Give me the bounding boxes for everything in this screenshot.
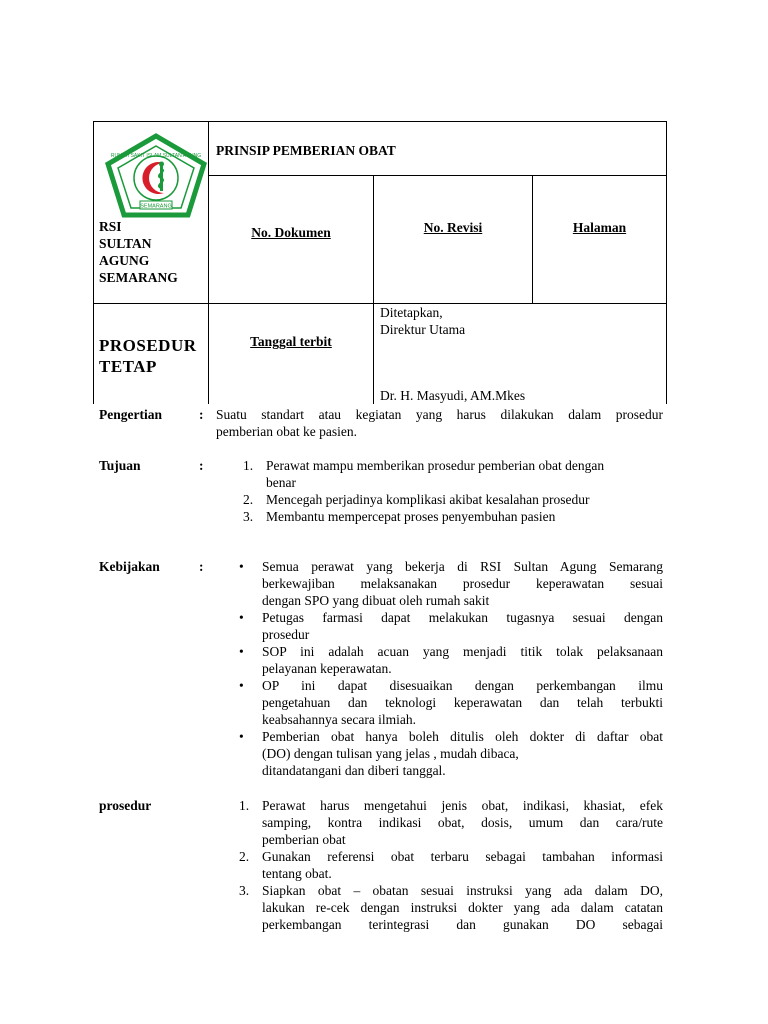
hospital-name — [99, 218, 178, 286]
list-number: 2. — [239, 849, 250, 864]
hospital-name-line: RSI — [99, 219, 122, 234]
list-item — [239, 882, 663, 933]
logo-text-bottom: SEMARANG — [140, 203, 172, 210]
list-line: Mencegah perjadinya komplikasi akibat kesalahan prosedur — [266, 492, 590, 507]
tujuan-colon: : — [199, 458, 204, 473]
list-line: Petugas farmasi dapat melakukan tugasnya sesuai dengan — [262, 610, 663, 625]
pengertian-line: Suatu standart atau kegiatan yang harus dilakukan dalam prosedur — [216, 407, 663, 422]
list-line: pengetahuan dan teknologi keperawatan dan telah terbukti — [262, 695, 663, 710]
page-label: Halaman — [572, 220, 627, 235]
list-line: tentang obat. — [262, 866, 332, 881]
list-line: ditandatangani dan diberi tanggal. — [262, 763, 446, 778]
list-line: perkembangan terintegrasi dan gunakan DO sebagai — [262, 917, 663, 932]
list-line: SOP ini adalah acuan yang menjadi titik tolak pelaksanaan — [262, 644, 663, 659]
bullet-icon: • — [239, 678, 244, 693]
list-item — [243, 491, 663, 508]
list-line: keabsahannya secara ilmiah. — [262, 712, 417, 727]
list-line: Perawat harus mengetahui jenis obat, indikasi, khasiat, efek — [262, 798, 663, 813]
list-line: Gunakan referensi obat terbaru sebagai tambahan informasi — [262, 849, 663, 864]
list-item — [239, 728, 663, 779]
list-line: samping, kontra indikasi obat, dosis, umum dan cara/rute — [262, 815, 663, 830]
prosedur-label: prosedur — [99, 798, 152, 813]
procedure-type-line: PROSEDUR — [99, 336, 197, 355]
list-item — [239, 677, 663, 728]
list-item — [239, 643, 663, 677]
procedure-type — [99, 335, 197, 377]
hospital-name-line: SEMARANG — [99, 270, 178, 285]
list-item — [239, 848, 663, 882]
list-line: lakukan re-cek dengan instruksi dokter yang ada dalam catatan — [262, 900, 663, 915]
pengertian-label: Pengertian — [99, 407, 162, 422]
pengertian-line: pemberian obat ke pasien. — [216, 424, 357, 439]
bullet-icon: • — [239, 729, 244, 744]
pengertian-colon: : — [199, 407, 204, 422]
list-item — [239, 609, 663, 643]
list-number: 3. — [243, 509, 254, 524]
kebijakan-list — [239, 558, 663, 779]
procedure-type-line: TETAP — [99, 357, 157, 376]
revision-label: No. Revisi — [423, 220, 483, 235]
list-line: Pemberian obat hanya boleh ditulis oleh dokter di daftar obat — [262, 729, 663, 744]
list-line: pemberian obat — [262, 832, 346, 847]
kebijakan-label: Kebijakan — [99, 559, 160, 574]
hospital-name-line: SULTAN — [99, 236, 152, 251]
list-line: benar — [266, 475, 296, 490]
list-item — [243, 457, 663, 491]
list-line: Siapkan obat – obatan sesuai instruksi yang ada dalam DO, — [262, 883, 663, 898]
doc-number-label: No. Dokumen — [251, 225, 331, 240]
list-item — [239, 797, 663, 848]
approval-line: Direktur Utama — [380, 322, 466, 337]
approval-line: Ditetapkan, — [380, 305, 443, 320]
tujuan-list — [243, 457, 663, 525]
list-item — [239, 558, 663, 609]
list-line: OP ini dapat disesuaikan dengan perkembangan ilmu — [262, 678, 663, 693]
list-number: 1. — [243, 458, 254, 473]
tujuan-label: Tujuan — [99, 458, 141, 473]
list-line: Semua perawat yang bekerja di RSI Sultan Agung Semarang — [262, 559, 663, 574]
list-line: Membantu mempercepat proses penyembuhan pasien — [266, 509, 556, 524]
approval-block — [380, 304, 465, 338]
hospital-name-line: AGUNG — [99, 253, 150, 268]
director-name: Dr. H. Masyudi, AM.Mkes — [380, 388, 526, 403]
hospital-logo-icon — [104, 133, 208, 219]
list-number: 1. — [239, 798, 250, 813]
pengertian-text — [216, 406, 663, 440]
list-item — [243, 508, 663, 525]
bullet-icon: • — [239, 644, 244, 659]
kebijakan-colon: : — [199, 559, 204, 574]
list-line: pelayanan keperawatan. — [262, 661, 392, 676]
list-line: dengan SPO yang dibuat oleh rumah sakit — [262, 593, 490, 608]
list-line: berkewajiban melaksanakan prosedur keperawatan sesuai — [262, 576, 663, 591]
bullet-icon: • — [239, 610, 244, 625]
document-title: PRINSIP PEMBERIAN OBAT — [216, 143, 396, 158]
logo-text-top: RUMAH SAKIT ISLAM SULTAN AGUNG — [110, 153, 202, 159]
bullet-icon: • — [239, 559, 244, 574]
list-number: 3. — [239, 883, 250, 898]
list-line: Perawat mampu memberikan prosedur pemberian obat dengan — [266, 458, 605, 473]
list-line: prosedur — [262, 627, 310, 642]
list-line: (DO) dengan tulisan yang jelas , mudah dibaca, — [262, 746, 519, 761]
issue-date-label: Tanggal terbit — [250, 334, 332, 349]
prosedur-list — [239, 797, 663, 933]
list-number: 2. — [243, 492, 254, 507]
